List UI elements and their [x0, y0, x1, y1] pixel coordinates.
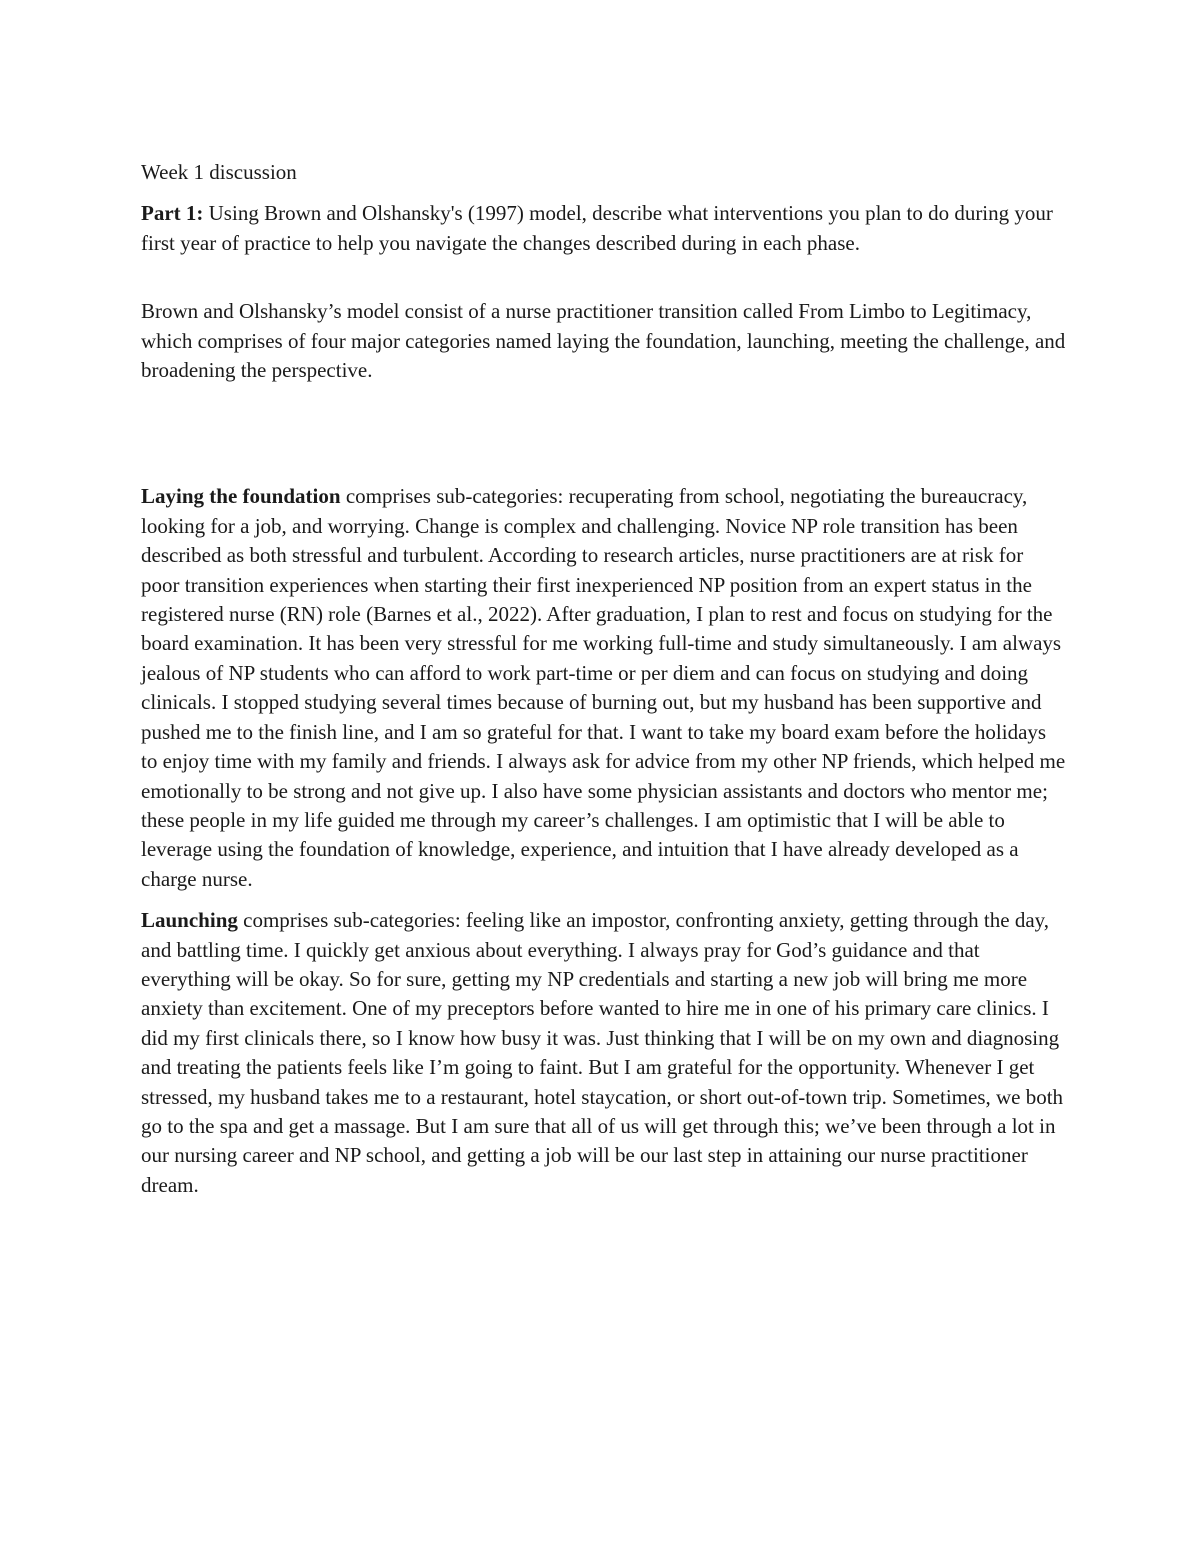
section-text: comprises sub-categories: recuperating from school, negotiating the bureaucracy, looking for a job, and worrying. Change is complex and challenging. Novice NP role transition has been described as both stressful and turbulent. According to research articles, nurse practitioners are at risk for poor transition experiences when starting their first inexperienced NP position from an expert status in the registered nurse (RN) role (Barnes et al., 2022). After graduation, I plan to rest and focus on studying for the board examination. It has been very stressful for me working full-time and study simultaneously. I am always jealous of NP students who can afford to work part-time or per diem and can focus on studying and doing clinicals. I stopped studying several times because of burning out, but my husband has been supportive and pushed me to the finish line, and I am so grateful for that. I want to take my board exam before the holidays to enjoy time with my family and friends. I always ask for advice from my other NP friends, which helped me emotionally to be strong and not give up. I also have some physician assistants and doctors who mentor me; these people in my life guided me through my career’s challenges. I am optimistic that I will be able to leverage using the foundation of knowledge, experience, and intuition that I have already developed as a charge nurse. — [141, 484, 1066, 891]
prompt-paragraph — [141, 199, 1066, 258]
section-laying-the-foundation — [141, 482, 1066, 894]
document-body — [141, 158, 1066, 1200]
section-lead: Laying the foundation — [141, 484, 341, 509]
section-launching — [141, 906, 1066, 1200]
intro-paragraph: Brown and Olshansky’s model consist of a nurse practitioner transition called From Limbo to Legitimacy, which comprises of four major categories named laying the foundation, launching, meeting the challenge, and broadening the perspective. — [141, 299, 1066, 383]
prompt-text: Using Brown and Olshansky's (1997) model, describe what interventions you plan to do during your first year of practice to help you navigate the changes described during in each phase. — [141, 201, 1053, 255]
document-title: Week 1 discussion — [141, 160, 297, 184]
section-lead: Launching — [141, 908, 238, 933]
section-text: comprises sub-categories: feeling like an impostor, confronting anxiety, getting through the day, and battling time. I quickly get anxious about everything. I always pray for God’s guidance and that everything will be okay. So for sure, getting my NP credentials and starting a new job will bring me more anxiety than excitement. One of my preceptors before wanted to hire me in one of his primary care clinics. I did my first clinicals there, so I know how busy it was. Just thinking that I will be on my own and diagnosing and treating the patients feels like I’m going to faint. But I am grateful for the opportunity. Whenever I get stressed, my husband takes me to a restaurant, hotel staycation, or short out-of-town trip. Sometimes, we both go to the spa and get a massage. But I am sure that all of us will get through this; we’ve been through a lot in our nursing career and NP school, and getting a job will be our last step in attaining our nurse practitioner dream. — [141, 908, 1064, 1197]
prompt-lead: Part 1: — [141, 201, 204, 226]
